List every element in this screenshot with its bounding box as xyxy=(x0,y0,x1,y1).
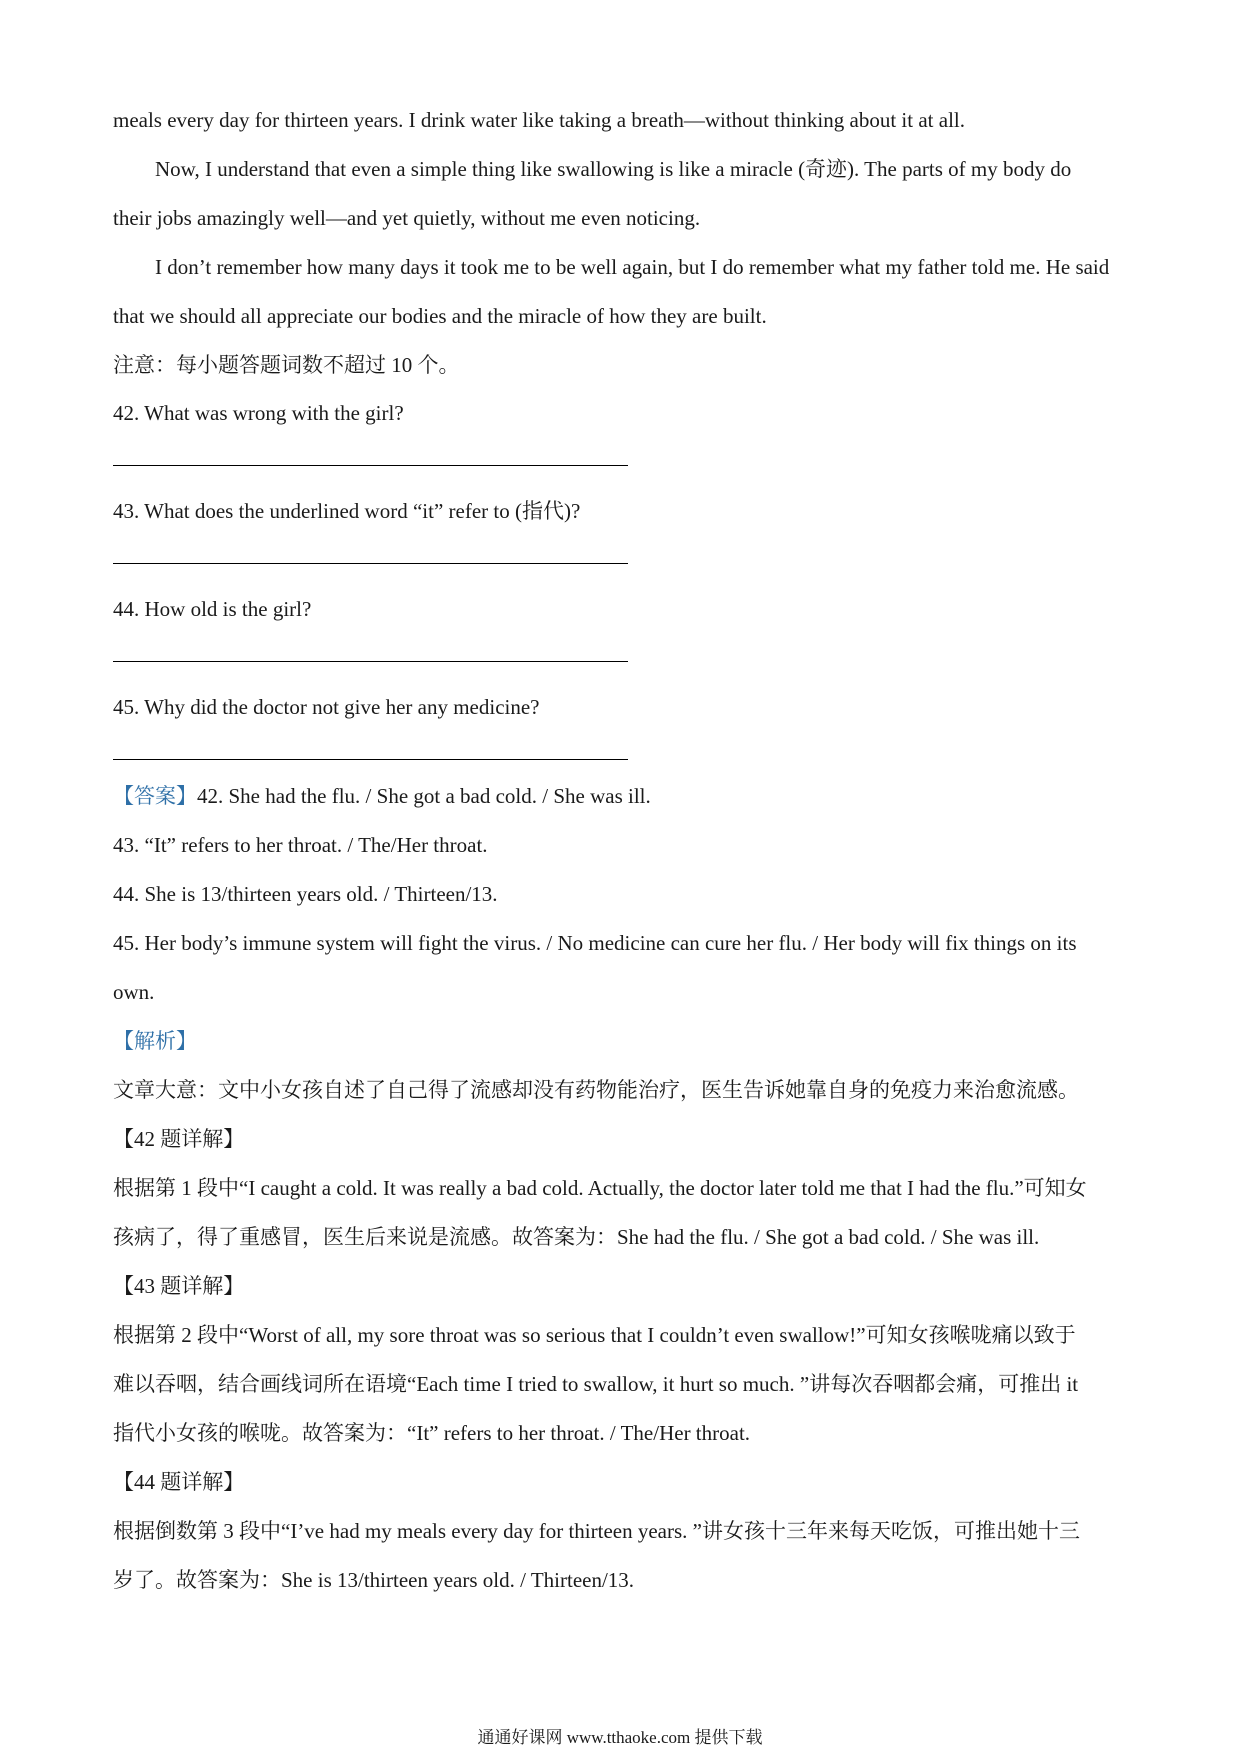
word-limit-note: 注意：每小题答题词数不超过 10 个。 xyxy=(113,353,460,377)
answer-text-42: 42. She had the flu. / She got a bad cold. / She was ill. xyxy=(197,784,651,808)
answer-blank-44[interactable] xyxy=(113,661,628,662)
passage-line: their jobs amazingly well—and yet quietly, without me even noticing. xyxy=(113,206,701,230)
analysis-q42-title: 【42 题详解】 xyxy=(113,1127,245,1151)
document-page xyxy=(113,100,1131,1605)
answer-blank-45[interactable] xyxy=(113,759,628,760)
analysis-summary: 文章大意：文中小女孩自述了自己得了流感却没有药物能治疗，医生告诉她靠自身的免疫力来治愈流感。 xyxy=(113,1078,1079,1102)
answer-line-44: 44. She is 13/thirteen years old. / Thirteen/13. xyxy=(113,882,498,906)
analysis-q43-line: 根据第 2 段中“Worst of all, my sore throat was so serious that I couldn’t even swallow!”可知女孩喉咙痛以致于 xyxy=(113,1323,1076,1347)
answer-line-42 xyxy=(113,772,1131,821)
passage-line: I don’t remember how many days it took me to be well again, but I do remember what my father told me. He said xyxy=(155,255,1110,279)
analysis-q42-line: 孩病了，得了重感冒，医生后来说是流感。故答案为：She had the flu. / She got a bad cold. / She was ill. xyxy=(113,1225,1040,1249)
answer-line-45-cont: own. xyxy=(113,980,155,1004)
question-block xyxy=(113,398,1131,760)
passage-line: Now, I understand that even a simple thing like swallowing is like a miracle (奇迹). The parts of my body do xyxy=(155,157,1072,181)
analysis-tag: 【解析】 xyxy=(113,1029,197,1053)
question-43: 43. What does the underlined word “it” refer to (指代)? xyxy=(113,499,581,523)
analysis-q42-line: 根据第 1 段中“I caught a cold. It was really a bad cold. Actually, the doctor later told me that I had the flu.”可知女 xyxy=(113,1176,1087,1200)
answer-blank-42[interactable] xyxy=(113,465,628,466)
analysis-q43-line: 难以吞咽，结合画线词所在语境“Each time I tried to swallow, it hurt so much. ”讲每次吞咽都会痛，可推出 it xyxy=(113,1372,1079,1396)
analysis-q44-line: 根据倒数第 3 段中“I’ve had my meals every day for thirteen years. ”讲女孩十三年来每天吃饭，可推出她十三 xyxy=(113,1519,1080,1543)
analysis-q44-title: 【44 题详解】 xyxy=(113,1470,245,1494)
answer-blank-43[interactable] xyxy=(113,563,628,564)
analysis-q43-title: 【43 题详解】 xyxy=(113,1274,245,1298)
question-45: 45. Why did the doctor not give her any medicine? xyxy=(113,695,540,719)
answer-tag: 【答案】 xyxy=(113,784,197,808)
analysis-q44-line: 岁了。故答案为：She is 13/thirteen years old. / Thirteen/13. xyxy=(113,1568,635,1592)
question-42: 42. What was wrong with the girl? xyxy=(113,401,404,425)
page-footer: 通通好课网 www.tthaoke.com 提供下载 xyxy=(477,1728,763,1747)
passage-line: meals every day for thirteen years. I drink water like taking a breath—without thinking about it at all. xyxy=(113,108,965,132)
question-44: 44. How old is the girl? xyxy=(113,597,312,621)
analysis-q43-line: 指代小女孩的喉咙。故答案为：“It” refers to her throat. / The/Her throat. xyxy=(113,1421,751,1445)
answer-line-43: 43. “It” refers to her throat. / The/Her throat. xyxy=(113,833,488,857)
answer-line-45: 45. Her body’s immune system will fight the virus. / No medicine can cure her flu. / Her body will fix things on its xyxy=(113,931,1077,955)
passage-line: that we should all appreciate our bodies and the miracle of how they are built. xyxy=(113,304,767,328)
